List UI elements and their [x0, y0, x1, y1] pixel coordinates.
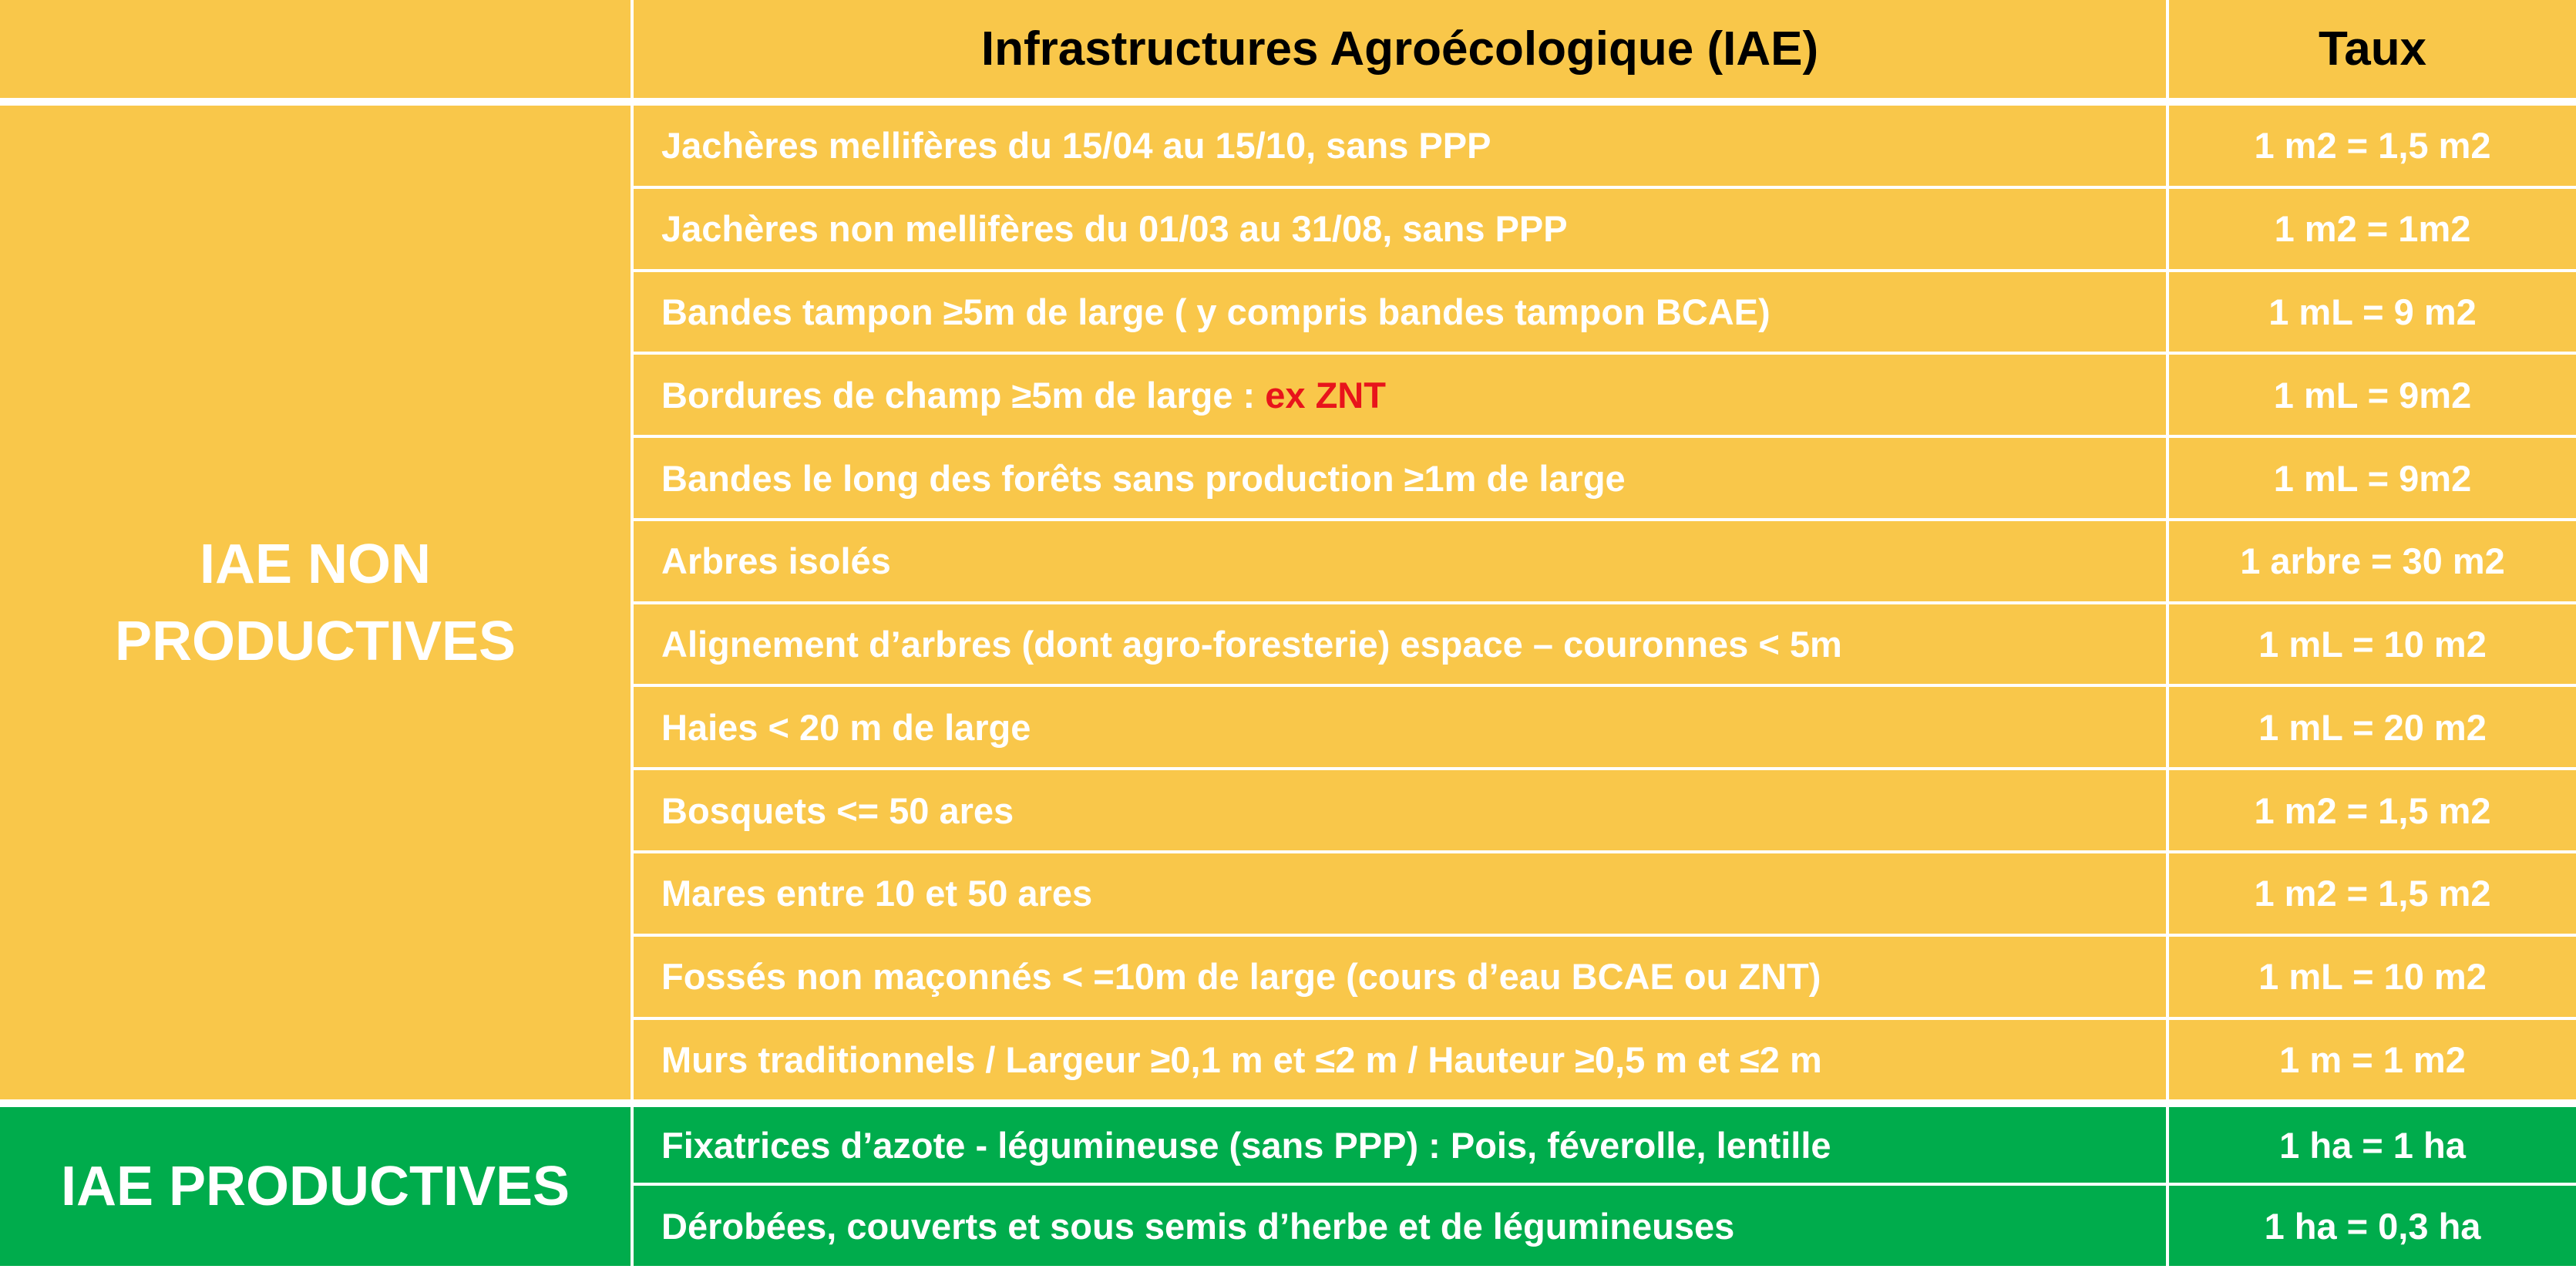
row-label: Fixatrices d’azote - légumineuse (sans PPP) : Pois, féverolle, lentille — [634, 1102, 2169, 1186]
row-rate: 1 m2 = 1m2 — [2169, 189, 2576, 272]
row-rate: 1 m2 = 1,5 m2 — [2169, 770, 2576, 853]
row-rate: 1 ha = 0,3 ha — [2169, 1186, 2576, 1269]
row-label-cell — [634, 355, 2169, 438]
row-label-accent: ex ZNT — [1265, 374, 1386, 416]
row-rate: 1 mL = 9m2 — [2169, 355, 2576, 438]
row-label: Bosquets <= 50 ares — [634, 770, 2169, 853]
row-label: Mares entre 10 et 50 ares — [634, 853, 2169, 937]
header-infrastructures: Infrastructures Agroécologique (IAE) — [634, 0, 2169, 106]
row-rate: 1 mL = 20 m2 — [2169, 687, 2576, 770]
row-label: Dérobées, couverts et sous semis d’herbe et de légumineuses — [634, 1186, 2169, 1269]
group-iae-non-productives — [0, 106, 634, 1102]
row-label: Bandes le long des forêts sans production ≥1m de large — [634, 438, 2169, 521]
group-label-line1: IAE NON — [199, 533, 432, 595]
row-label: Bandes tampon ≥5m de large ( y compris bandes tampon BCAE) — [634, 272, 2169, 355]
header-group-cell — [0, 0, 634, 106]
row-label: Arbres isolés — [634, 521, 2169, 604]
row-label: Haies < 20 m de large — [634, 687, 2169, 770]
row-rate: 1 m = 1 m2 — [2169, 1020, 2576, 1103]
row-label: Alignement d’arbres (dont agro-foresterie) espace – couronnes < 5m — [634, 604, 2169, 688]
table-row — [0, 1102, 2576, 1186]
row-rate: 1 m2 = 1,5 m2 — [2169, 853, 2576, 937]
row-rate: 1 m2 = 1,5 m2 — [2169, 106, 2576, 189]
row-rate: 1 ha = 1 ha — [2169, 1102, 2576, 1186]
group-label-line2: PRODUCTIVES — [114, 610, 516, 672]
row-label: Jachères mellifères du 15/04 au 15/10, sans PPP — [634, 106, 2169, 189]
row-rate: 1 mL = 10 m2 — [2169, 937, 2576, 1020]
row-rate: 1 arbre = 30 m2 — [2169, 521, 2576, 604]
row-label: Fossés non maçonnés < =10m de large (cours d’eau BCAE ou ZNT) — [634, 937, 2169, 1020]
group-iae-productives: IAE PRODUCTIVES — [0, 1102, 634, 1269]
header-taux: Taux — [2169, 0, 2576, 106]
table-row — [0, 106, 2576, 189]
row-label: Bordures de champ ≥5m de large : — [661, 374, 1266, 416]
row-rate: 1 mL = 9m2 — [2169, 438, 2576, 521]
header-row — [0, 0, 2576, 106]
row-rate: 1 mL = 10 m2 — [2169, 604, 2576, 688]
row-rate: 1 mL = 9 m2 — [2169, 272, 2576, 355]
row-label: Jachères non mellifères du 01/03 au 31/08, sans PPP — [634, 189, 2169, 272]
row-label: Murs traditionnels / Largeur ≥0,1 m et ≤2 m / Hauteur ≥0,5 m et ≤2 m — [634, 1020, 2169, 1103]
